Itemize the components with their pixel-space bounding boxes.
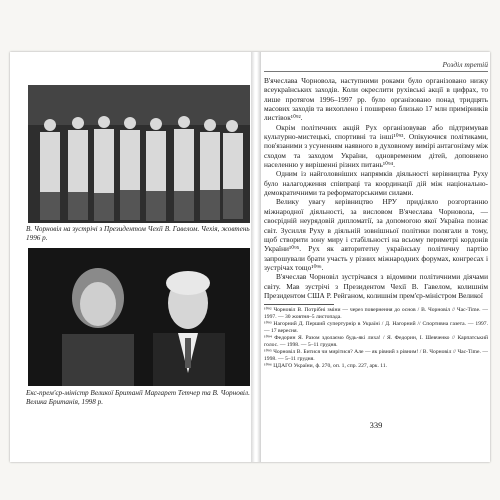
page-number: 339 bbox=[369, 420, 383, 430]
footnote: ¹⁰⁹⁶ ЦДАГО України, ф. 270, оп. 1, спр. 227, арк. 11. bbox=[264, 363, 388, 370]
footnote: ¹⁰⁹² Чорновіл В. Потрібні зміни — через повернення до основ / В. Чорновіл // Час-Time. — 1997. — 30 жовтня–5 листопада. bbox=[264, 307, 488, 321]
photo-caption-2: Екс-прем'єр-міністр Великої Британії Маргарет Тетчер та В. Чорновіл. Велика Британія, 1998 р. bbox=[26, 389, 250, 406]
paragraph: Одним із найголовніших напрямків діяльності керівництва Руху було налагодження співпраці та координації дій між національно-демократичними та реформаторськими силами. bbox=[264, 169, 488, 198]
footnote: ¹⁰⁹⁴ Федорин Я. Разом здолаємо будь-які лиха! / Я. Федорин, І. Шевченко // Карпатський голос. — 1998. — 5–11 грудня. bbox=[264, 335, 488, 349]
body-text bbox=[264, 76, 488, 370]
portrait-photo-graphic bbox=[28, 248, 250, 386]
left-page bbox=[18, 78, 250, 453]
header-rule bbox=[264, 71, 488, 72]
footnote-rule bbox=[264, 304, 334, 305]
footnotes bbox=[264, 307, 488, 370]
running-head: Розділ третій bbox=[442, 60, 488, 69]
footnote: ¹⁰⁹⁵ Чорновіл В. Битися чи мирітися? Але — як рівний з рівним! / В. Чорновіл // Час-Time. — 1998. — 5–11 грудня. bbox=[264, 349, 488, 363]
footnote: ¹⁰⁹³ Нагорний Д. Перший супертурнір в Україні / Д. Нагорний // Спортивна газета. — 1997. — 17 вересня. bbox=[264, 321, 488, 335]
group-photo-graphic bbox=[28, 85, 250, 223]
right-page bbox=[264, 60, 488, 458]
paragraph: Окрім політичних акцій Рух організовував або підтримував культурно-мистецькі, спортивні та інші¹⁰⁹³. Опікуючися політиками, пов'язаними з усуненням наявного в духовному вимірі антагонізму між сходом та заходом України, одновременим дітей, доповнено населенню у вирішенні різних питань¹⁰⁹⁴. bbox=[264, 122, 488, 170]
book-spine bbox=[251, 52, 261, 462]
paragraph: В'ячеслава Чорновола, наступними роками було організовано низку всеукраїнських заходів. Коли окреслити рухівські акції в цифрах, то лише протягом 1996–1997 рр. було організовано понад тридцять масових заходів та вихоплено і поширено близько 17 млн примірників листівок¹⁰⁹². bbox=[264, 76, 488, 123]
photo-thatcher-chornovil bbox=[28, 248, 250, 386]
paragraph: Велику увагу керівництво НРУ приділяло розгортанню міжнародної діяльності, за висловом В'ячеслава Чорновола, — своєрідній неурядовій дипломатії, за допомогою якої Україна познає світ. Зусилля Руху в діяльній зовнішньої політики полягали в тому, щоб створити зону миру і стабільності на всьому периметрі кордонів України¹⁰⁹⁵. Рух як авторитетну українську політичну партію запрошували брати участь у різних міжнародних форумах, конгресах і зустрічах тощо¹⁰⁹⁶. bbox=[264, 197, 488, 272]
photo-caption-1: В. Чорновіл на зустрічі з Президентом Чехії В. Гавелом. Чехія, жовтень 1996 р. bbox=[26, 225, 250, 242]
photo-chornovil-havel bbox=[28, 85, 250, 223]
paragraph: В'ячеслав Чорновіл зустрічався з відомими політичними діячами світу. Мав зустрічі з Президентом Чехії В. Гавелом, колишнім Президентом США Р. Рейганом, колишнім прем'єр-міністром Великої bbox=[264, 272, 488, 300]
